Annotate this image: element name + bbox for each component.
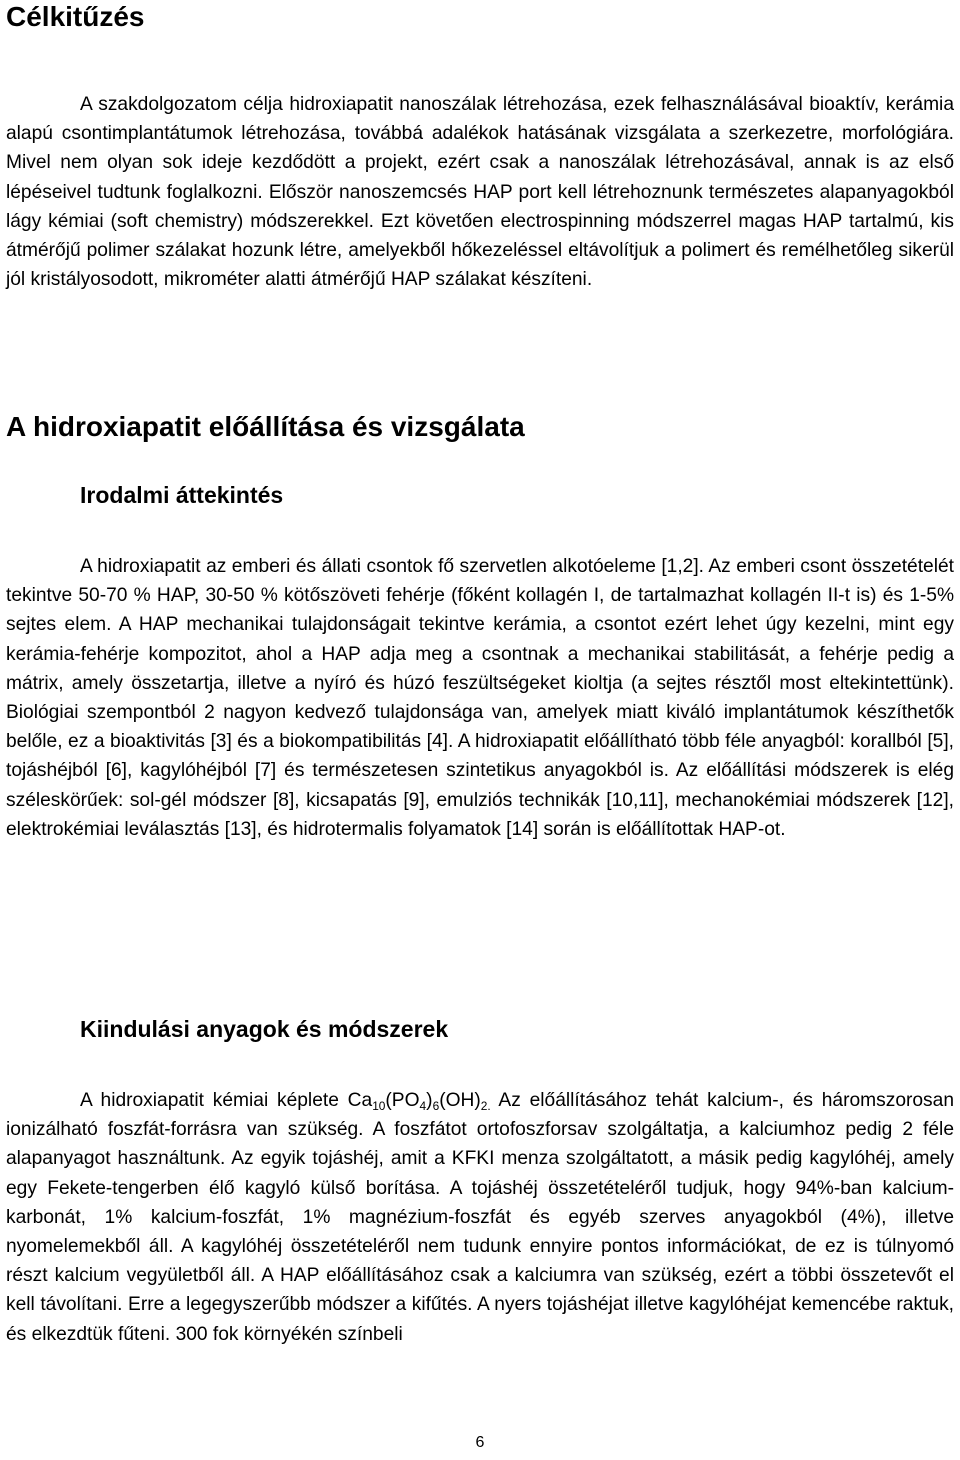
formula-po: (PO <box>385 1090 420 1111</box>
materials-intro-text: A hidroxiapatit kémiai képlete <box>80 1090 348 1111</box>
formula-po-subscript: 4 <box>419 1099 427 1114</box>
formula-close-paren: ) <box>426 1090 433 1111</box>
formula-ca-subscript: 10 <box>372 1099 386 1114</box>
section-title-hydroxyapatite: A hidroxiapatit előállítása és vizsgálata <box>6 411 525 442</box>
chemical-formula <box>347 1090 491 1114</box>
subsection-title-literature: Irodalmi áttekintés <box>80 482 284 508</box>
literature-paragraph: A hidroxiapatit az emberi és állati csontok fő szervetlen alkotóeleme [1,2]. Az emberi csont összetételét tekintve 50-70 % HAP, 30-50 % kötőszöveti fehérje (főként kollagén I, de tartalmazhat kollagén II-t is) és 1-5% sejtes elem. A HAP mechanikai tulajdonságait tekintve kerámia, a csontot ezért lehet úgy kezelni, mint egy kerámia-fehérje kompozitot, ahol a HAP adja meg a csontnak a mechanikai stabilitását, a fehérje pedig a mátrix, amely összetartja, illetve a nyíró és húzó feszültségeket kioltja (a sejtes résztől most eltekintettünk). Biológiai szempontból 2 nagyon kedvező tulajdonsága van, amelyek miatt kiváló implantátumok készíthetők belőle, ez a bioaktivitás [3] és a biokompatibilitás [4]. A hidroxiapatit előállítható több féle anyagból: korallból [5], tojáshéjból [6], kagylóhéjból [7] és természetesen szintetikus anyagokból is. Az előállítási módszerek is elég széleskörűek: sol-gél módszer [8], kicsapatás [9], emulziós technikák [10,11], mechanokémiai módszerek [12], elektrokémiai leválasztás [13], és hidrotermalis folyamatok [14] során is előállítottak HAP-ot. <box>6 556 954 840</box>
formula-period: . <box>487 1099 491 1114</box>
subsection-title-materials: Kiindulási anyagok és módszerek <box>80 1016 449 1042</box>
objective-paragraph: A szakdolgozatom célja hidroxiapatit nanoszálak létrehozása, ezek felhasználásával bioaktív, kerámia alapú csontimplantátumok létrehozása, továbbá adalékok hatásának vizsgálata a szerkezetre, morfológiára. Mivel nem olyan sok ideje kezdődött a projekt, ezért csak a nanoszálak létrehozásával, annak is az első lépéseivel tudtunk foglalkozni. Először nanoszemcsés HAP port kell létrehoznunk természetes alapanyagokból lágy kémiai (soft chemistry) módszerekkel. Ezt követően electrospinning módszerrel magas HAP tartalmú, kis átmérőjű polimer szálakat hozunk létre, amelyekből hőkezeléssel eltávolítjuk a polimert és remélhetőleg sikerül jól kristályosodott, mikrométer alatti átmérőjű HAP szálakat készíteni. <box>6 94 954 291</box>
formula-ca: Ca <box>347 1090 373 1111</box>
materials-paragraph <box>6 1086 954 1349</box>
page-number: 6 <box>475 1434 485 1451</box>
formula-oh-subscript: 2 <box>480 1099 488 1114</box>
section-title-objective: Célkitűzés <box>6 1 145 32</box>
formula-group-subscript: 6 <box>432 1099 440 1114</box>
formula-oh: (OH) <box>439 1090 481 1111</box>
materials-rest-text: Az előállításához tehát kalcium-, és háromszorosan ionizálható foszfát-forrásra van szükség. A foszfátot ortofoszforsav szolgáltatja, a kalciumhoz pedig 2 féle alapanyagot használtunk. Az egyik tojáshéj, amit a KFKI menza szolgáltatott, a másik pedig kagylóhéj, amely egy Fekete-tengerben élő kagyló külső borítása. A tojáshéj összetételéről tudjuk, hogy 94%-ban kalcium-karbonát, 1% kalcium-foszfát, 1% magnézium-foszfát és egyéb szerves anyagokból (4%), illetve nyomelemekből áll. A kagylóhéj összetételéről nem tudunk ennyire pontos információkat, de ez is túlnyomó részt kalcium vegyületből áll. A HAP előállításához csak a kalciumra van szükség, ezért a többi összetevőt el kell távolítani. Erre a legegyszerűbb módszer a kifűtés. A nyers tojáshéjat illetve kagylóhéjat kemencébe raktuk, és elkezdtük fűteni. 300 fok környékén színbeli <box>6 1090 954 1345</box>
